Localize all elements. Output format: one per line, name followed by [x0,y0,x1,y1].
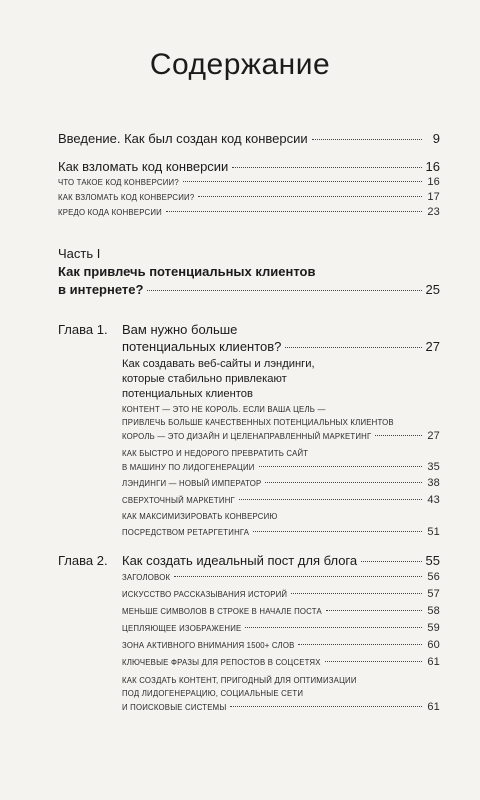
toc-subentry[interactable] [122,605,440,617]
toc-subentry[interactable] [122,639,440,651]
toc-page-number: 60 [427,639,440,651]
toc-entry-hack[interactable] [58,159,440,174]
dot-leader [147,290,421,291]
toc-subentry[interactable] [122,622,440,634]
chapter-label: Глава 1. [58,322,108,337]
dot-leader [166,211,422,212]
toc-subentry-line: КАК МАКСИМИЗИРОВАТЬ КОНВЕРСИЮ [122,512,278,521]
toc-subentry[interactable] [58,191,440,203]
dot-leader [312,139,422,140]
toc-entry-text: ЧТО ТАКОЕ КОД КОНВЕРСИИ? [58,178,179,187]
chapter-label: Глава 2. [58,553,108,568]
page-title: Содержание [149,48,331,81]
part-label: Часть I [58,246,101,261]
toc-entry-text: ИСКУССТВО РАССКАЗЫВАНИЯ ИСТОРИЙ [122,590,288,599]
toc-page-number: 59 [427,622,440,634]
toc-page-number: 27 [425,339,440,354]
toc-subentry[interactable] [122,494,440,506]
toc-page-number: 61 [427,656,440,668]
part-title-line: Как привлечь потенциальных клиентов [58,264,316,279]
toc-subentry-line: ПОД ЛИДОГЕНЕРАЦИЮ, СОЦИАЛЬНЫЕ СЕТИ [122,689,304,698]
toc-subentry[interactable] [122,477,440,489]
toc-entry-text: ПОСРЕДСТВОМ РЕТАРГЕТИНГА [122,528,250,537]
toc-subentry-line: КОНТЕНТ — ЭТО НЕ КОРОЛЬ. ЕСЛИ ВАША ЦЕЛЬ — [122,405,326,414]
toc-subentry-line: КАК БЫСТРО И НЕДОРОГО ПРЕВРАТИТЬ САЙТ [122,449,309,458]
toc-page-number: 17 [427,191,440,203]
chapter-subtitle-line: потенциальных клиентов [122,388,253,400]
toc-entry-text: потенциальных клиентов? [122,339,282,354]
toc-entry-text: КОРОЛЬ — ЭТО ДИЗАЙН И ЦЕЛЕНАПРАВЛЕННЫЙ МАРКЕТИНГ [122,432,372,441]
toc-page-number: 27 [427,430,440,442]
dot-leader [265,482,422,483]
toc-entry-text: ЦЕПЛЯЮЩЕЕ ИЗОБРАЖЕНИЕ [122,624,242,633]
toc-entry-text: И ПОИСКОВЫЕ СИСТЕМЫ [122,703,227,712]
toc-entry-text: ЛЭНДИНГИ — НОВЫЙ ИМПЕРАТОР [122,479,262,488]
toc-subentry-line: КАК СОЗДАТЬ КОНТЕНТ, ПРИГОДНЫЙ ДЛЯ ОПТИМИЗАЦИИ [122,676,357,685]
toc-entry-text: КАК ВЗЛОМАТЬ КОД КОНВЕРСИИ? [58,193,195,202]
dot-leader [326,610,422,611]
toc-entry-text: КЛЮЧЕВЫЕ ФРАЗЫ ДЛЯ РЕПОСТОВ В СОЦСЕТЯХ [122,658,321,667]
dot-leader [285,347,421,348]
toc-page-number: 9 [432,131,440,146]
toc-entry-text: В МАШИНУ ПО ЛИДОГЕНЕРАЦИИ [122,463,255,472]
toc-subentry-line: ПРИВЛЕЧЬ БОЛЬШЕ КАЧЕСТВЕННЫХ ПОТЕНЦИАЛЬНЫХ КЛИЕНТОВ [122,418,394,427]
toc-subentry[interactable] [122,526,440,538]
chapter-subtitle-line: Как создавать веб-сайты и лэндинги, [122,358,315,370]
dot-leader [230,706,422,707]
toc-entry-part1[interactable] [58,282,440,297]
toc-page-number: 55 [425,553,440,568]
toc-subentry[interactable] [122,571,440,583]
toc-entry-text: СВЕРХТОЧНЫЙ МАРКЕТИНГ [122,496,235,505]
toc-subentry[interactable] [122,656,440,668]
toc-page-number: 51 [427,526,440,538]
dot-leader [375,435,422,436]
toc-entry-text: МЕНЬШЕ СИМВОЛОВ В СТРОКЕ В НАЧАЛЕ ПОСТА [122,607,322,616]
toc-entry-text: Как создать идеальный пост для блога [122,553,358,568]
dot-leader [253,531,422,532]
toc-page-number: 23 [427,206,440,218]
toc-entry-text: ЗАГОЛОВОК [122,573,171,582]
dot-leader [174,576,422,577]
toc-page-number: 38 [427,477,440,489]
toc-page-number: 58 [427,605,440,617]
toc-page-number: 61 [427,701,440,713]
toc-entry-text: Как взломать код конверсии [58,159,229,174]
dot-leader [259,466,422,467]
toc-entry-text: Введение. Как был создан код конверсии [58,131,308,146]
toc-subentry[interactable] [122,461,440,473]
toc-subentry[interactable] [122,588,440,600]
toc-subentry[interactable] [58,206,440,218]
dot-leader [198,196,422,197]
toc-subentry[interactable] [122,701,440,713]
dot-leader [183,181,422,182]
toc-subentry[interactable] [122,430,440,442]
toc-entry-text: ЗОНА АКТИВНОГО ВНИМАНИЯ 1500+ СЛОВ [122,641,295,650]
toc-page-number: 35 [427,461,440,473]
toc-entry-text: в интернете? [58,282,144,297]
chapter-subtitle-line: которые стабильно привлекают [122,373,287,385]
toc-entry-chapter1[interactable] [122,339,440,354]
toc-entry-text: КРЕДО КОДА КОНВЕРСИИ [58,208,162,217]
toc-entry-intro[interactable] [58,131,440,146]
dot-leader [245,627,422,628]
dot-leader [239,499,422,500]
toc-page-number: 43 [427,494,440,506]
toc-entry-chapter2[interactable] [122,553,440,568]
toc-page-number: 25 [425,282,440,297]
toc-page-number: 16 [427,176,440,188]
dot-leader [298,644,422,645]
toc-subentry[interactable] [58,176,440,188]
toc-page-number: 57 [427,588,440,600]
chapter-title-line: Вам нужно больше [122,322,238,337]
dot-leader [325,661,422,662]
dot-leader [291,593,422,594]
dot-leader [232,167,421,168]
dot-leader [361,561,421,562]
toc-page-number: 16 [425,159,440,174]
toc-page-number: 56 [427,571,440,583]
